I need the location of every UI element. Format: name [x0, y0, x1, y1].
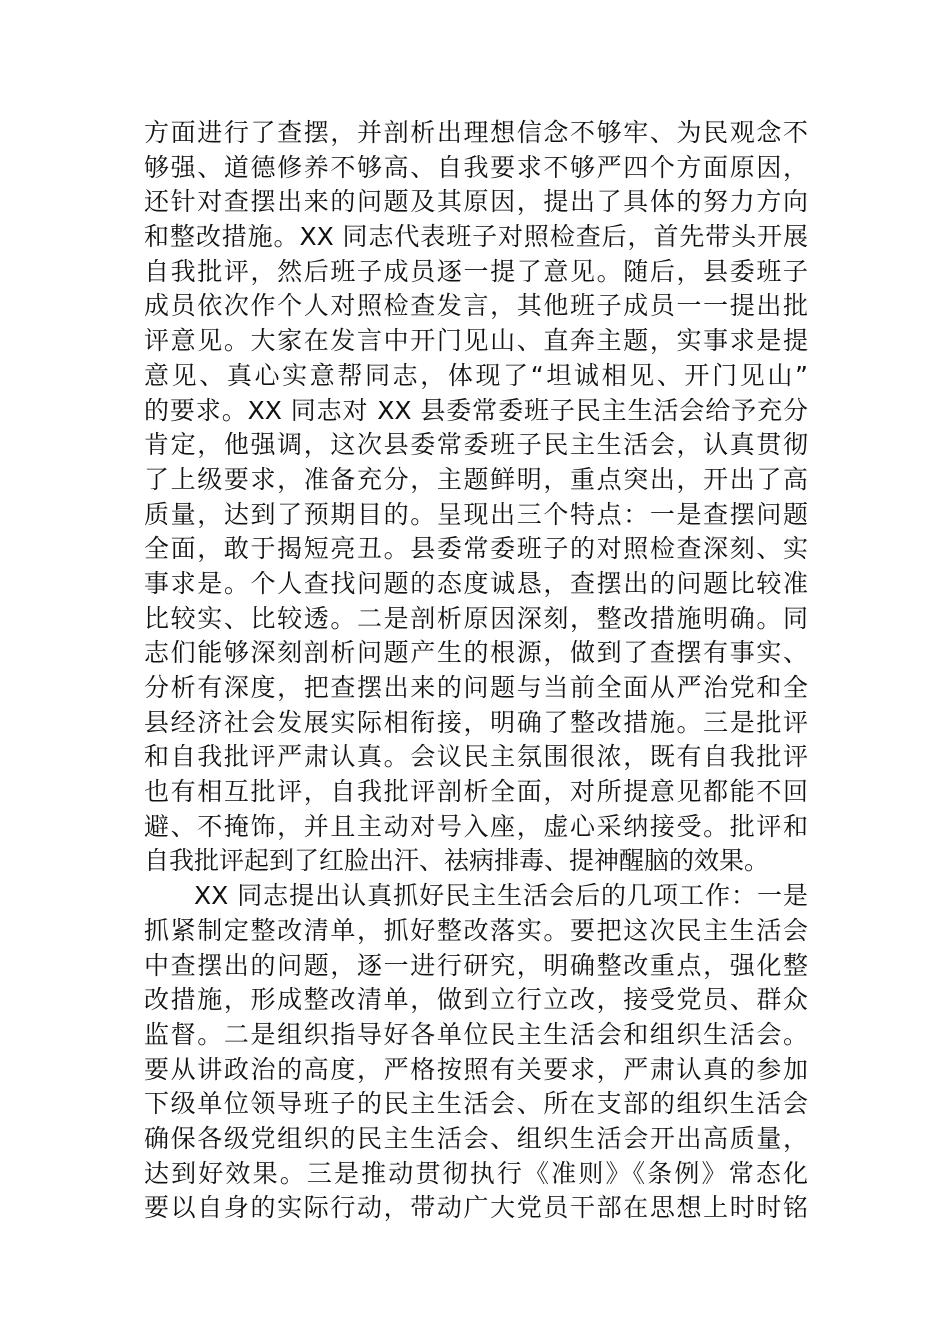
text-line: 的要求。XX 同志对 XX 县委常委班子民主生活会给予充分 [144, 395, 808, 425]
text-line: 抓紧制定整改清单，抓好整改落实。要把这次民主生活会 [144, 915, 808, 945]
text-line: 达到好效果。三是推动贯彻执行《准则》《条例》常态化 [144, 1158, 808, 1188]
text-line: 自我批评，然后班子成员逐一提了意见。随后，县委班子 [144, 256, 808, 286]
text-line: 还针对查摆出来的问题及其原因，提出了具体的努力方向 [144, 187, 808, 217]
text-line: 要从讲政治的高度，严格按照有关要求，严肃认真的参加 [144, 1054, 808, 1084]
text-line: XX 同志提出认真抓好民主生活会后的几项工作：一是 [194, 881, 808, 911]
text-line: 和整改措施。XX 同志代表班子对照检查后，首先带头开展 [144, 222, 808, 252]
text-line: 肯定，他强调，这次县委常委班子民主生活会，认真贯彻 [144, 430, 808, 460]
text-line: 县经济社会发展实际相衔接，明确了整改措施。三是批评 [144, 707, 808, 737]
text-line: 事求是。个人查找问题的态度诚恳，查摆出的问题比较准 [144, 568, 808, 598]
text-line: 了上级要求，准备充分，主题鲜明，重点突出，开出了高 [144, 464, 808, 494]
text-line: 要以自身的实际行动，带动广大党员干部在思想上时时铭 [144, 1193, 808, 1223]
text-line: 成员依次作个人对照检查发言，其他班子成员一一提出批 [144, 291, 808, 321]
text-line: 监督。二是组织指导好各单位民主生活会和组织生活会。 [144, 1019, 808, 1049]
paragraph-2 [144, 879, 808, 1226]
text-line: 评意见。大家在发言中开门见山、直奔主题，实事求是提 [144, 326, 808, 356]
text-line: 中查摆出的问题，逐一进行研究，明确整改重点，强化整 [144, 950, 808, 980]
text-line: 改措施，形成整改清单，做到立行立改，接受党员、群众 [144, 985, 808, 1015]
text-line: 志们能够深刻剖析问题产生的根源，做到了查摆有事实、 [144, 638, 808, 668]
text-line: 也有相互批评，自我批评剖析全面，对所提意见都能不回 [144, 777, 808, 807]
text-line: 意见、真心实意帮同志，体现了“坦诚相见、开门见山” [144, 360, 808, 390]
document-body [144, 116, 808, 1226]
text-line: 下级单位领导班子的民主生活会、所在支部的组织生活会 [144, 1089, 808, 1119]
text-line: 方面进行了查摆，并剖析出理想信念不够牢、为民观念不 [144, 118, 808, 147]
text-line: 全面，敢于揭短亮丑。县委常委班子的对照检查深刻、实 [144, 534, 808, 564]
text-line: 够强、道德修养不够高、自我要求不够严四个方面原因， [144, 152, 808, 182]
text-line: 自我批评起到了红脸出汗、祛病排毒、提神醒脑的效果。 [144, 846, 770, 876]
text-line: 质量，达到了预期目的。呈现出三个特点：一是查摆问题 [144, 499, 808, 529]
text-line: 避、不掩饰，并且主动对号入座，虚心采纳接受。批评和 [144, 811, 808, 841]
text-line: 确保各级党组织的民主生活会、组织生活会开出高质量， [144, 1123, 808, 1153]
text-line: 和自我批评严肃认真。会议民主氛围很浓，既有自我批评 [144, 742, 808, 772]
text-line: 分析有深度，把查摆出来的问题与当前全面从严治党和全 [144, 673, 808, 702]
text-line: 比较实、比较透。二是剖析原因深刻，整改措施明确。同 [144, 603, 808, 633]
paragraph-1 [144, 116, 808, 879]
